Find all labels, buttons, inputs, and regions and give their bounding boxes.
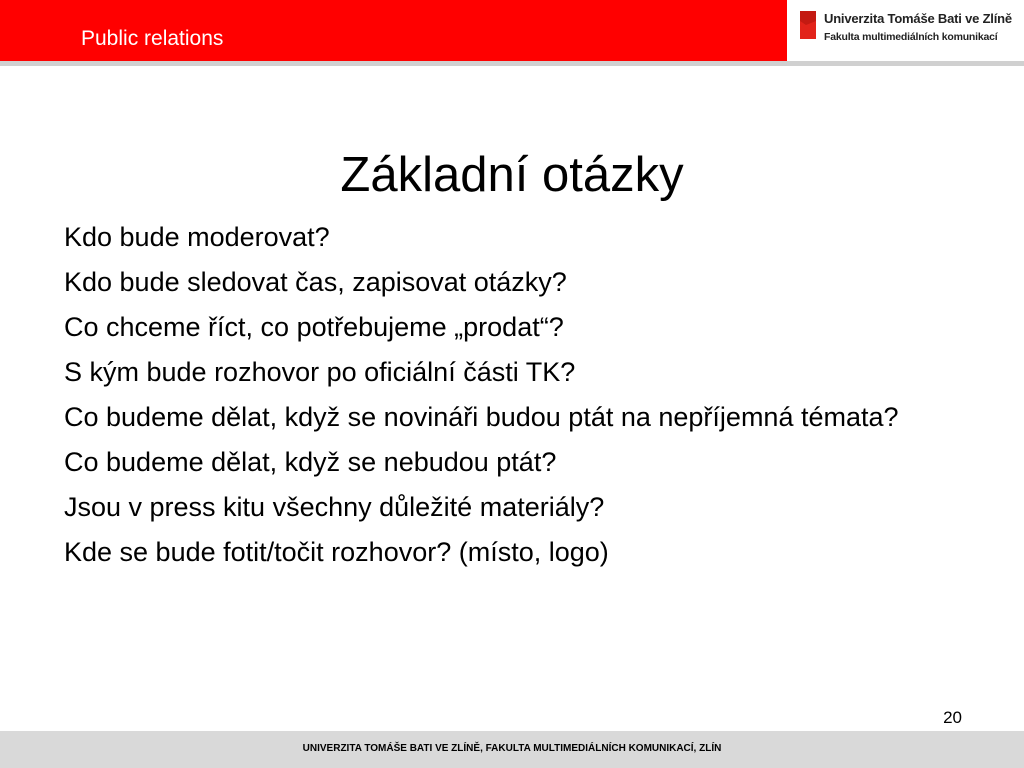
university-logo [800,10,1024,50]
header-divider [0,61,1024,66]
list-item: S kým bude rozhovor po oficiální části TK? [64,357,576,387]
list-item: Co chceme říct, co potřebujeme „prodat“? [64,312,564,342]
page-number: 20 [943,708,962,727]
footer-bar [0,731,1024,768]
list-item: Kdo bude moderovat? [64,222,330,252]
list-item: Kde se bude fotit/točit rozhovor? (místo, logo) [64,537,609,567]
logo-university-name: Univerzita Tomáše Bati ve Zlíně [824,11,1012,26]
list-item: Jsou v press kitu všechny důležité materiály? [64,492,605,522]
list-item: Co budeme dělat, když se nebudou ptát? [64,447,557,477]
list-item: Kdo bude sledovat čas, zapisovat otázky? [64,267,567,297]
list-item: Co budeme dělat, když se novináři budou ptát na nepříjemná témata? [64,402,899,432]
logo-faculty-name: Fakulta multimediálních komunikací [824,31,998,43]
slide-title: Základní otázky [340,148,684,202]
header-title: Public relations [81,27,224,50]
utb-logo-icon [800,11,816,39]
footer-text: UNIVERZITA TOMÁŠE BATI VE ZLÍNĚ, FAKULTA MULTIMEDIÁLNÍCH KOMUNIKACÍ, ZLÍN [302,743,722,754]
header-bar [0,0,787,61]
question-list [64,220,964,580]
